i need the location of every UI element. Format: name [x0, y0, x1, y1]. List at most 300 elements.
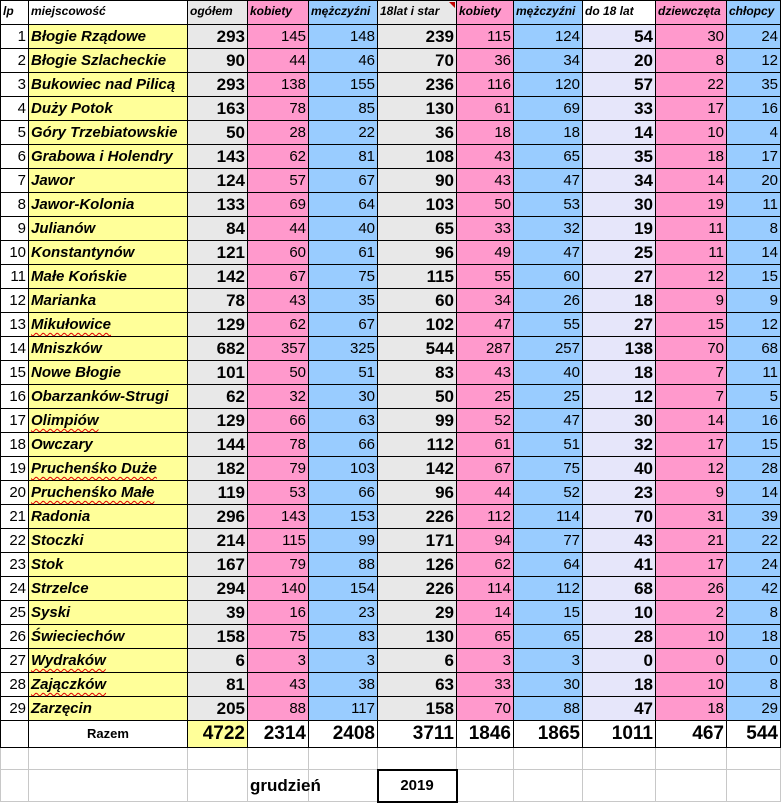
cell-18lat-i-starsi[interactable]: 83 — [378, 361, 457, 385]
cell-ogolem[interactable]: 62 — [188, 385, 248, 409]
total-18lat-i-starsi[interactable]: 3711 — [378, 721, 457, 748]
cell-dziewczeta[interactable]: 10 — [656, 121, 727, 145]
cell-miejscowosc[interactable] — [29, 673, 188, 697]
cell-kobiety-dorosle[interactable]: 70 — [457, 697, 514, 721]
empty-cell[interactable] — [656, 748, 727, 770]
empty-cell[interactable] — [248, 748, 309, 770]
cell-lp[interactable]: 22 — [1, 529, 29, 553]
cell-18lat-i-starsi[interactable]: 63 — [378, 673, 457, 697]
cell-mezczyzni[interactable]: 67 — [309, 313, 378, 337]
cell-mezczyzni-dorosli[interactable]: 75 — [514, 457, 583, 481]
cell-miejscowosc[interactable]: Jawor-Kolonia — [29, 193, 188, 217]
cell-lp[interactable]: 11 — [1, 265, 29, 289]
cell-do-18-lat[interactable]: 32 — [583, 433, 656, 457]
cell-mezczyzni-dorosli[interactable]: 53 — [514, 193, 583, 217]
cell-mezczyzni[interactable]: 83 — [309, 625, 378, 649]
cell-chlopcy[interactable]: 14 — [727, 481, 781, 505]
cell-kobiety-dorosle[interactable]: 61 — [457, 433, 514, 457]
cell-chlopcy[interactable]: 35 — [727, 73, 781, 97]
cell-kobiety-dorosle[interactable]: 34 — [457, 289, 514, 313]
cell-chlopcy[interactable]: 15 — [727, 265, 781, 289]
cell-mezczyzni-dorosli[interactable]: 18 — [514, 121, 583, 145]
cell-ogolem[interactable]: 143 — [188, 145, 248, 169]
cell-mezczyzni[interactable]: 22 — [309, 121, 378, 145]
cell-miejscowosc[interactable]: Konstantynów — [29, 241, 188, 265]
cell-mezczyzni-dorosli[interactable]: 112 — [514, 577, 583, 601]
cell-18lat-i-starsi[interactable]: 65 — [378, 217, 457, 241]
cell-mezczyzni[interactable]: 66 — [309, 481, 378, 505]
cell-ogolem[interactable]: 90 — [188, 49, 248, 73]
cell-18lat-i-starsi[interactable]: 60 — [378, 289, 457, 313]
cell-kobiety-dorosle[interactable]: 115 — [457, 25, 514, 49]
cell-kobiety-dorosle[interactable]: 36 — [457, 49, 514, 73]
cell-kobiety-dorosle[interactable]: 52 — [457, 409, 514, 433]
cell-mezczyzni-dorosli[interactable]: 3 — [514, 649, 583, 673]
header-do-18-lat[interactable]: do 18 lat — [583, 1, 656, 25]
cell-mezczyzni[interactable]: 38 — [309, 673, 378, 697]
cell-chlopcy[interactable]: 8 — [727, 601, 781, 625]
cell-do-18-lat[interactable]: 0 — [583, 649, 656, 673]
cell-mezczyzni-dorosli[interactable]: 47 — [514, 409, 583, 433]
cell-kobiety-dorosle[interactable]: 43 — [457, 361, 514, 385]
cell-mezczyzni-dorosli[interactable]: 65 — [514, 145, 583, 169]
cell-ogolem[interactable]: 167 — [188, 553, 248, 577]
cell-mezczyzni[interactable]: 81 — [309, 145, 378, 169]
cell-do-18-lat[interactable]: 34 — [583, 169, 656, 193]
cell-dziewczeta[interactable]: 7 — [656, 385, 727, 409]
cell-18lat-i-starsi[interactable]: 171 — [378, 529, 457, 553]
cell-lp[interactable]: 13 — [1, 313, 29, 337]
cell-lp[interactable]: 17 — [1, 409, 29, 433]
header-chlopcy[interactable]: chłopcy — [727, 1, 781, 25]
cell-kobiety-dorosle[interactable]: 43 — [457, 145, 514, 169]
cell-18lat-i-starsi[interactable]: 115 — [378, 265, 457, 289]
cell-dziewczeta[interactable]: 8 — [656, 49, 727, 73]
cell-mezczyzni-dorosli[interactable]: 64 — [514, 553, 583, 577]
empty-cell[interactable] — [514, 770, 583, 802]
cell-do-18-lat[interactable]: 35 — [583, 145, 656, 169]
cell-miejscowosc[interactable] — [29, 457, 188, 481]
cell-ogolem[interactable]: 144 — [188, 433, 248, 457]
cell-miejscowosc[interactable]: Radonia — [29, 505, 188, 529]
cell-do-18-lat[interactable]: 14 — [583, 121, 656, 145]
cell-do-18-lat[interactable]: 40 — [583, 457, 656, 481]
cell-kobiety[interactable]: 75 — [248, 625, 309, 649]
cell-miejscowosc[interactable] — [29, 313, 188, 337]
cell-lp[interactable]: 24 — [1, 577, 29, 601]
cell-do-18-lat[interactable]: 28 — [583, 625, 656, 649]
empty-cell[interactable] — [583, 770, 656, 802]
cell-miejscowosc[interactable]: Syski — [29, 601, 188, 625]
cell-18lat-i-starsi[interactable]: 544 — [378, 337, 457, 361]
cell-mezczyzni[interactable]: 85 — [309, 97, 378, 121]
cell-kobiety[interactable]: 69 — [248, 193, 309, 217]
cell-kobiety[interactable]: 53 — [248, 481, 309, 505]
cell-miejscowosc[interactable]: Zarzęcin — [29, 697, 188, 721]
cell-miejscowosc[interactable]: Nowe Błogie — [29, 361, 188, 385]
cell-dziewczeta[interactable]: 9 — [656, 289, 727, 313]
totals-label[interactable]: Razem — [29, 721, 188, 748]
cell-dziewczeta[interactable]: 14 — [656, 409, 727, 433]
cell-lp[interactable]: 5 — [1, 121, 29, 145]
cell-kobiety-dorosle[interactable]: 33 — [457, 217, 514, 241]
cell-mezczyzni[interactable]: 75 — [309, 265, 378, 289]
cell-kobiety[interactable]: 145 — [248, 25, 309, 49]
cell-dziewczeta[interactable]: 11 — [656, 217, 727, 241]
comment-marker-icon[interactable] — [449, 2, 455, 8]
cell-kobiety[interactable]: 62 — [248, 145, 309, 169]
cell-lp[interactable]: 7 — [1, 169, 29, 193]
cell-chlopcy[interactable]: 16 — [727, 409, 781, 433]
cell-kobiety-dorosle[interactable]: 44 — [457, 481, 514, 505]
cell-do-18-lat[interactable]: 43 — [583, 529, 656, 553]
cell-chlopcy[interactable]: 8 — [727, 217, 781, 241]
empty-cell[interactable] — [457, 770, 514, 802]
cell-dziewczeta[interactable]: 70 — [656, 337, 727, 361]
cell-ogolem[interactable]: 293 — [188, 73, 248, 97]
cell-ogolem[interactable]: 39 — [188, 601, 248, 625]
cell-kobiety-dorosle[interactable]: 62 — [457, 553, 514, 577]
total-mezczyzni-dorosli[interactable]: 1865 — [514, 721, 583, 748]
cell-kobiety[interactable]: 66 — [248, 409, 309, 433]
cell-18lat-i-starsi[interactable]: 102 — [378, 313, 457, 337]
cell-lp[interactable]: 25 — [1, 601, 29, 625]
empty-cell[interactable] — [727, 770, 781, 802]
cell-miejscowosc[interactable]: Stoczki — [29, 529, 188, 553]
cell-mezczyzni[interactable]: 46 — [309, 49, 378, 73]
cell-do-18-lat[interactable]: 47 — [583, 697, 656, 721]
cell-dziewczeta[interactable]: 18 — [656, 697, 727, 721]
cell-mezczyzni-dorosli[interactable]: 77 — [514, 529, 583, 553]
cell-miejscowosc[interactable]: Julianów — [29, 217, 188, 241]
cell-do-18-lat[interactable]: 20 — [583, 49, 656, 73]
cell-kobiety[interactable]: 143 — [248, 505, 309, 529]
cell-dziewczeta[interactable]: 21 — [656, 529, 727, 553]
cell-ogolem[interactable]: 163 — [188, 97, 248, 121]
cell-mezczyzni-dorosli[interactable]: 69 — [514, 97, 583, 121]
cell-kobiety[interactable]: 16 — [248, 601, 309, 625]
cell-18lat-i-starsi[interactable]: 112 — [378, 433, 457, 457]
cell-do-18-lat[interactable]: 30 — [583, 193, 656, 217]
cell-mezczyzni-dorosli[interactable]: 26 — [514, 289, 583, 313]
cell-18lat-i-starsi[interactable]: 226 — [378, 577, 457, 601]
cell-do-18-lat[interactable]: 23 — [583, 481, 656, 505]
cell-ogolem[interactable]: 121 — [188, 241, 248, 265]
cell-kobiety-dorosle[interactable]: 67 — [457, 457, 514, 481]
cell-lp[interactable]: 2 — [1, 49, 29, 73]
cell-dziewczeta[interactable]: 9 — [656, 481, 727, 505]
cell-dziewczeta[interactable]: 17 — [656, 97, 727, 121]
cell-18lat-i-starsi[interactable]: 36 — [378, 121, 457, 145]
cell-mezczyzni-dorosli[interactable]: 47 — [514, 241, 583, 265]
cell-18lat-i-starsi[interactable]: 99 — [378, 409, 457, 433]
cell-mezczyzni[interactable]: 155 — [309, 73, 378, 97]
cell-mezczyzni-dorosli[interactable]: 51 — [514, 433, 583, 457]
cell-do-18-lat[interactable]: 54 — [583, 25, 656, 49]
cell-dziewczeta[interactable]: 17 — [656, 553, 727, 577]
cell-lp[interactable]: 16 — [1, 385, 29, 409]
header-dziewczeta[interactable]: dziewczęta — [656, 1, 727, 25]
cell-kobiety-dorosle[interactable]: 18 — [457, 121, 514, 145]
cell-chlopcy[interactable]: 5 — [727, 385, 781, 409]
cell-miejscowosc[interactable]: Jawor — [29, 169, 188, 193]
cell-kobiety[interactable]: 28 — [248, 121, 309, 145]
empty-cell[interactable] — [309, 748, 378, 770]
cell-mezczyzni-dorosli[interactable]: 257 — [514, 337, 583, 361]
cell-mezczyzni-dorosli[interactable]: 32 — [514, 217, 583, 241]
cell-kobiety-dorosle[interactable]: 61 — [457, 97, 514, 121]
cell-chlopcy[interactable]: 39 — [727, 505, 781, 529]
cell-ogolem[interactable]: 142 — [188, 265, 248, 289]
cell-mezczyzni-dorosli[interactable]: 120 — [514, 73, 583, 97]
cell-mezczyzni[interactable]: 88 — [309, 553, 378, 577]
cell-empty[interactable] — [1, 721, 29, 748]
cell-miejscowosc[interactable]: Bukowiec nad Pilicą — [29, 73, 188, 97]
cell-ogolem[interactable]: 81 — [188, 673, 248, 697]
cell-lp[interactable]: 28 — [1, 673, 29, 697]
cell-ogolem[interactable]: 78 — [188, 289, 248, 313]
cell-chlopcy[interactable]: 42 — [727, 577, 781, 601]
cell-mezczyzni[interactable]: 153 — [309, 505, 378, 529]
cell-mezczyzni[interactable]: 66 — [309, 433, 378, 457]
header-18lat-i-starsi[interactable] — [378, 1, 457, 25]
cell-do-18-lat[interactable]: 138 — [583, 337, 656, 361]
cell-kobiety[interactable]: 115 — [248, 529, 309, 553]
cell-kobiety[interactable]: 67 — [248, 265, 309, 289]
cell-lp[interactable]: 10 — [1, 241, 29, 265]
total-dziewczeta[interactable]: 467 — [656, 721, 727, 748]
cell-dziewczeta[interactable]: 10 — [656, 673, 727, 697]
cell-kobiety-dorosle[interactable]: 49 — [457, 241, 514, 265]
cell-18lat-i-starsi[interactable]: 130 — [378, 97, 457, 121]
empty-cell[interactable] — [29, 770, 188, 802]
cell-mezczyzni[interactable]: 64 — [309, 193, 378, 217]
cell-lp[interactable]: 3 — [1, 73, 29, 97]
cell-kobiety[interactable]: 79 — [248, 457, 309, 481]
cell-miejscowosc[interactable]: Góry Trzebiatowskie — [29, 121, 188, 145]
cell-chlopcy[interactable]: 68 — [727, 337, 781, 361]
header-ogolem[interactable]: ogółem — [188, 1, 248, 25]
total-kobiety[interactable]: 2314 — [248, 721, 309, 748]
cell-miejscowosc[interactable]: Stok — [29, 553, 188, 577]
header-mezczyzni[interactable]: mężczyźni — [309, 1, 378, 25]
cell-ogolem[interactable]: 119 — [188, 481, 248, 505]
cell-kobiety-dorosle[interactable]: 65 — [457, 625, 514, 649]
total-mezczyzni[interactable]: 2408 — [309, 721, 378, 748]
cell-dziewczeta[interactable]: 10 — [656, 625, 727, 649]
cell-mezczyzni[interactable]: 99 — [309, 529, 378, 553]
cell-mezczyzni[interactable]: 103 — [309, 457, 378, 481]
cell-mezczyzni-dorosli[interactable]: 30 — [514, 673, 583, 697]
cell-mezczyzni-dorosli[interactable]: 65 — [514, 625, 583, 649]
cell-18lat-i-starsi[interactable]: 96 — [378, 241, 457, 265]
cell-ogolem[interactable]: 6 — [188, 649, 248, 673]
cell-kobiety[interactable]: 79 — [248, 553, 309, 577]
cell-do-18-lat[interactable]: 10 — [583, 601, 656, 625]
cell-dziewczeta[interactable]: 12 — [656, 265, 727, 289]
cell-kobiety-dorosle[interactable]: 50 — [457, 193, 514, 217]
cell-chlopcy[interactable]: 20 — [727, 169, 781, 193]
cell-lp[interactable]: 26 — [1, 625, 29, 649]
cell-kobiety[interactable]: 357 — [248, 337, 309, 361]
cell-mezczyzni[interactable]: 154 — [309, 577, 378, 601]
cell-kobiety-dorosle[interactable]: 94 — [457, 529, 514, 553]
cell-miejscowosc[interactable] — [29, 409, 188, 433]
cell-dziewczeta[interactable]: 22 — [656, 73, 727, 97]
cell-18lat-i-starsi[interactable]: 226 — [378, 505, 457, 529]
cell-ogolem[interactable]: 182 — [188, 457, 248, 481]
cell-miejscowosc[interactable]: Owczary — [29, 433, 188, 457]
cell-kobiety[interactable]: 44 — [248, 217, 309, 241]
cell-chlopcy[interactable]: 11 — [727, 193, 781, 217]
header-miejscowosc[interactable]: miejscowość — [29, 1, 188, 25]
cell-kobiety[interactable]: 43 — [248, 673, 309, 697]
cell-dziewczeta[interactable]: 26 — [656, 577, 727, 601]
cell-mezczyzni-dorosli[interactable]: 25 — [514, 385, 583, 409]
cell-do-18-lat[interactable]: 19 — [583, 217, 656, 241]
empty-cell[interactable] — [656, 770, 727, 802]
cell-mezczyzni-dorosli[interactable]: 47 — [514, 169, 583, 193]
cell-kobiety-dorosle[interactable]: 33 — [457, 673, 514, 697]
cell-mezczyzni-dorosli[interactable]: 52 — [514, 481, 583, 505]
cell-mezczyzni-dorosli[interactable]: 40 — [514, 361, 583, 385]
cell-do-18-lat[interactable]: 27 — [583, 265, 656, 289]
cell-lp[interactable]: 12 — [1, 289, 29, 313]
cell-mezczyzni-dorosli[interactable]: 15 — [514, 601, 583, 625]
cell-ogolem[interactable]: 158 — [188, 625, 248, 649]
cell-kobiety[interactable]: 88 — [248, 697, 309, 721]
cell-miejscowosc[interactable] — [29, 481, 188, 505]
cell-chlopcy[interactable]: 18 — [727, 625, 781, 649]
cell-kobiety[interactable]: 57 — [248, 169, 309, 193]
cell-ogolem[interactable]: 84 — [188, 217, 248, 241]
cell-do-18-lat[interactable]: 18 — [583, 361, 656, 385]
cell-do-18-lat[interactable]: 30 — [583, 409, 656, 433]
cell-chlopcy[interactable]: 24 — [727, 553, 781, 577]
cell-do-18-lat[interactable]: 12 — [583, 385, 656, 409]
header-kobiety[interactable]: kobiety — [248, 1, 309, 25]
cell-chlopcy[interactable]: 8 — [727, 673, 781, 697]
cell-lp[interactable]: 23 — [1, 553, 29, 577]
cell-mezczyzni-dorosli[interactable]: 60 — [514, 265, 583, 289]
header-kobiety-dorosle[interactable]: kobiety — [457, 1, 514, 25]
cell-dziewczeta[interactable]: 19 — [656, 193, 727, 217]
cell-miejscowosc[interactable]: Grabowa i Holendry — [29, 145, 188, 169]
cell-18lat-i-starsi[interactable]: 50 — [378, 385, 457, 409]
empty-cell[interactable] — [1, 748, 29, 770]
cell-chlopcy[interactable]: 15 — [727, 433, 781, 457]
cell-18lat-i-starsi[interactable]: 130 — [378, 625, 457, 649]
cell-chlopcy[interactable]: 12 — [727, 49, 781, 73]
month-label[interactable]: grudzień — [248, 770, 309, 802]
cell-mezczyzni[interactable]: 23 — [309, 601, 378, 625]
cell-lp[interactable]: 8 — [1, 193, 29, 217]
cell-18lat-i-starsi[interactable]: 142 — [378, 457, 457, 481]
cell-chlopcy[interactable]: 11 — [727, 361, 781, 385]
header-mezczyzni-dorosli[interactable]: mężczyźni — [514, 1, 583, 25]
cell-18lat-i-starsi[interactable]: 158 — [378, 697, 457, 721]
cell-mezczyzni[interactable]: 51 — [309, 361, 378, 385]
cell-ogolem[interactable]: 682 — [188, 337, 248, 361]
cell-miejscowosc[interactable]: Mniszków — [29, 337, 188, 361]
cell-mezczyzni-dorosli[interactable]: 34 — [514, 49, 583, 73]
cell-miejscowosc[interactable]: Duży Potok — [29, 97, 188, 121]
cell-18lat-i-starsi[interactable]: 29 — [378, 601, 457, 625]
cell-lp[interactable]: 18 — [1, 433, 29, 457]
cell-kobiety-dorosle[interactable]: 25 — [457, 385, 514, 409]
cell-do-18-lat[interactable]: 70 — [583, 505, 656, 529]
cell-lp[interactable]: 19 — [1, 457, 29, 481]
total-do-18-lat[interactable]: 1011 — [583, 721, 656, 748]
cell-kobiety[interactable]: 62 — [248, 313, 309, 337]
cell-18lat-i-starsi[interactable]: 96 — [378, 481, 457, 505]
cell-chlopcy[interactable]: 14 — [727, 241, 781, 265]
cell-ogolem[interactable]: 133 — [188, 193, 248, 217]
cell-mezczyzni[interactable]: 30 — [309, 385, 378, 409]
cell-mezczyzni-dorosli[interactable]: 88 — [514, 697, 583, 721]
cell-miejscowosc[interactable]: Obarzanków-Strugi — [29, 385, 188, 409]
cell-chlopcy[interactable]: 4 — [727, 121, 781, 145]
total-ogolem[interactable]: 4722 — [188, 721, 248, 748]
cell-dziewczeta[interactable]: 2 — [656, 601, 727, 625]
cell-kobiety[interactable]: 140 — [248, 577, 309, 601]
cell-miejscowosc[interactable]: Błogie Szlacheckie — [29, 49, 188, 73]
cell-kobiety-dorosle[interactable]: 14 — [457, 601, 514, 625]
cell-ogolem[interactable]: 296 — [188, 505, 248, 529]
cell-chlopcy[interactable]: 9 — [727, 289, 781, 313]
cell-miejscowosc[interactable] — [29, 649, 188, 673]
cell-do-18-lat[interactable]: 18 — [583, 289, 656, 313]
cell-18lat-i-starsi[interactable]: 90 — [378, 169, 457, 193]
header-lp[interactable]: lp — [1, 1, 29, 25]
cell-lp[interactable]: 1 — [1, 25, 29, 49]
empty-cell[interactable] — [727, 748, 781, 770]
cell-lp[interactable]: 27 — [1, 649, 29, 673]
cell-mezczyzni[interactable]: 325 — [309, 337, 378, 361]
cell-ogolem[interactable]: 129 — [188, 313, 248, 337]
cell-chlopcy[interactable]: 0 — [727, 649, 781, 673]
cell-kobiety[interactable]: 50 — [248, 361, 309, 385]
cell-mezczyzni[interactable]: 3 — [309, 649, 378, 673]
cell-kobiety-dorosle[interactable]: 116 — [457, 73, 514, 97]
cell-chlopcy[interactable]: 28 — [727, 457, 781, 481]
cell-mezczyzni-dorosli[interactable]: 114 — [514, 505, 583, 529]
cell-ogolem[interactable]: 124 — [188, 169, 248, 193]
cell-18lat-i-starsi[interactable]: 108 — [378, 145, 457, 169]
cell-do-18-lat[interactable]: 41 — [583, 553, 656, 577]
cell-kobiety[interactable]: 78 — [248, 97, 309, 121]
cell-chlopcy[interactable]: 29 — [727, 697, 781, 721]
cell-ogolem[interactable]: 101 — [188, 361, 248, 385]
cell-mezczyzni[interactable]: 148 — [309, 25, 378, 49]
cell-kobiety[interactable]: 43 — [248, 289, 309, 313]
cell-dziewczeta[interactable]: 15 — [656, 313, 727, 337]
cell-dziewczeta[interactable]: 12 — [656, 457, 727, 481]
cell-kobiety-dorosle[interactable]: 3 — [457, 649, 514, 673]
cell-chlopcy[interactable]: 24 — [727, 25, 781, 49]
cell-do-18-lat[interactable]: 57 — [583, 73, 656, 97]
cell-mezczyzni[interactable]: 117 — [309, 697, 378, 721]
empty-cell[interactable] — [514, 748, 583, 770]
empty-cell[interactable] — [457, 748, 514, 770]
cell-kobiety[interactable]: 60 — [248, 241, 309, 265]
cell-ogolem[interactable]: 294 — [188, 577, 248, 601]
cell-kobiety-dorosle[interactable]: 43 — [457, 169, 514, 193]
cell-do-18-lat[interactable]: 33 — [583, 97, 656, 121]
cell-mezczyzni[interactable]: 40 — [309, 217, 378, 241]
empty-cell[interactable] — [188, 748, 248, 770]
cell-ogolem[interactable]: 129 — [188, 409, 248, 433]
